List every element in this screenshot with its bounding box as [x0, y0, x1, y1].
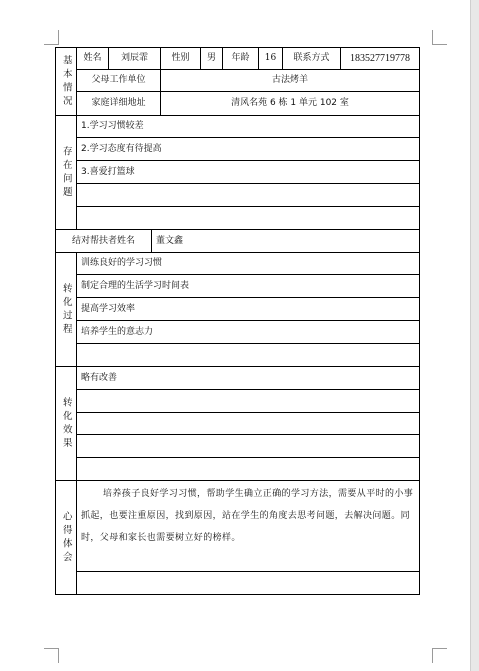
contact-value[interactable]: 18352771977​8	[350, 52, 410, 64]
address-label: 家庭详细地址	[91, 98, 146, 109]
problem-item[interactable]: 3.喜爱打篮球	[81, 166, 135, 177]
section-label-process: 转化过程	[60, 282, 72, 337]
effect-item-empty[interactable]	[77, 435, 419, 457]
section-label-problems: 存在问题	[60, 145, 72, 200]
problem-item-empty[interactable]	[77, 184, 419, 206]
age-value[interactable]: 16	[264, 53, 277, 64]
section-label-reflection: 心得体会	[60, 510, 72, 565]
section-label-basic-info: 基本情况	[60, 54, 72, 109]
process-item[interactable]: 训练良好的学习习惯	[81, 258, 163, 269]
margin-corner-top-left	[44, 30, 59, 45]
reflection-text[interactable]: 培养孩子良好学习习惯，帮助学生确立正确的学习方法，需要从平时的小事抓起，也要注重原因，找到原因，站在学生的角度去思考问题，去解决问题。同时，父母和家长也需要树立好的榜样。	[81, 489, 414, 543]
name-value[interactable]: 刘辰霏	[120, 53, 148, 64]
effect-item-empty[interactable]	[77, 390, 419, 412]
helper-name-value[interactable]: 董文鑫	[156, 235, 184, 246]
process-item[interactable]: 提高学习效率	[81, 303, 136, 314]
gender-value[interactable]: 男	[206, 53, 216, 64]
effect-item[interactable]: 略有改善	[81, 372, 118, 383]
address-value[interactable]: 清风名苑 6 栋 1 单元 102 室	[231, 98, 349, 109]
process-item[interactable]: 制定合理的生活学习时间表	[81, 280, 190, 291]
reflection-empty-row[interactable]	[77, 572, 419, 594]
vertical-scrollbar[interactable]	[470, 0, 479, 671]
helper-name-label: 结对帮扶者姓名	[71, 235, 135, 246]
process-item-empty[interactable]	[77, 344, 419, 366]
gender-label: 性别	[171, 53, 190, 64]
problem-item-empty[interactable]	[77, 207, 419, 229]
margin-corner-bottom-right	[432, 648, 447, 663]
effect-item-empty[interactable]	[77, 413, 419, 434]
parent-work-value[interactable]: 古法烤羊	[271, 75, 308, 86]
problem-item[interactable]: 1.学习习惯较差	[81, 121, 144, 132]
margin-corner-bottom-left	[44, 648, 59, 663]
contact-label: 联系方式	[293, 53, 330, 64]
process-item[interactable]: 培养学生的意志力	[81, 326, 154, 337]
parent-work-label: 父母工作单位	[91, 75, 146, 86]
effect-item-empty[interactable]	[77, 458, 419, 480]
margin-corner-top-right	[432, 30, 447, 45]
problem-item[interactable]: 2.学习态度有待提高	[81, 143, 162, 154]
section-label-effect: 转化效果	[60, 396, 72, 451]
age-label: 年龄	[231, 53, 250, 64]
name-label: 姓名	[83, 53, 102, 64]
